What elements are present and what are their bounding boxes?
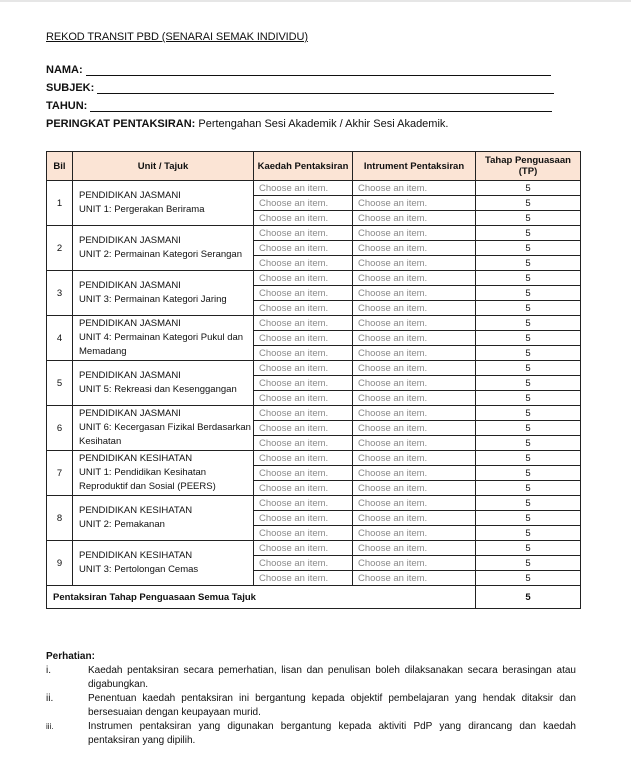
subjek-label: SUBJEK: bbox=[46, 82, 95, 94]
instrument-dropdown[interactable]: Choose an item. bbox=[353, 301, 476, 316]
tp-value: 5 bbox=[476, 406, 581, 421]
assessment-level-value: Pertengahan Sesi Akademik / Akhir Sesi Akademik. bbox=[195, 118, 449, 130]
kaedah-dropdown[interactable]: Choose an item. bbox=[254, 511, 353, 526]
kaedah-dropdown[interactable]: Choose an item. bbox=[254, 421, 353, 436]
unit-title: UNIT 2: Permainan Kategori Serangan bbox=[79, 249, 242, 260]
document-title: REKOD TRANSIT PBD (SENARAI SEMAK INDIVIDU) bbox=[46, 31, 308, 43]
table-body bbox=[47, 181, 581, 586]
instrument-dropdown[interactable]: Choose an item. bbox=[353, 541, 476, 556]
kaedah-dropdown[interactable]: Choose an item. bbox=[254, 286, 353, 301]
footer-tp-value: 5 bbox=[476, 586, 581, 609]
instrument-dropdown[interactable]: Choose an item. bbox=[353, 196, 476, 211]
instrument-dropdown[interactable]: Choose an item. bbox=[353, 376, 476, 391]
unit-cell bbox=[73, 496, 254, 541]
tp-value: 5 bbox=[476, 271, 581, 286]
instrument-dropdown[interactable]: Choose an item. bbox=[353, 496, 476, 511]
subject-name: PENDIDIKAN KESIHATAN bbox=[79, 550, 193, 561]
kaedah-dropdown[interactable]: Choose an item. bbox=[254, 301, 353, 316]
unit-title: UNIT 2: Pemakanan bbox=[79, 519, 165, 530]
instrument-dropdown[interactable]: Choose an item. bbox=[353, 571, 476, 586]
notes-heading: Perhatian: bbox=[46, 651, 95, 662]
checklist-table bbox=[46, 151, 581, 609]
footer-label: Pentaksiran Tahap Penguasaan Semua Tajuk bbox=[47, 586, 476, 609]
subject-name: PENDIDIKAN KESIHATAN bbox=[79, 505, 193, 516]
note-item bbox=[46, 720, 576, 748]
kaedah-dropdown[interactable]: Choose an item. bbox=[254, 241, 353, 256]
unit-cell bbox=[73, 181, 254, 226]
subject-name: PENDIDIKAN JASMANI bbox=[79, 280, 181, 291]
tp-value: 5 bbox=[476, 556, 581, 571]
assessment-level-label: PERINGKAT PENTAKSIRAN: bbox=[46, 118, 196, 130]
tahun-field bbox=[46, 100, 552, 112]
note-item bbox=[46, 692, 576, 720]
note-text: Instrumen pentaksiran yang digunakan bergantung kepada aktiviti PdP yang dirancang dan kaedah pentaksiran yang dipilih. bbox=[88, 721, 576, 746]
instrument-dropdown[interactable]: Choose an item. bbox=[353, 511, 476, 526]
instrument-dropdown[interactable]: Choose an item. bbox=[353, 241, 476, 256]
kaedah-dropdown[interactable]: Choose an item. bbox=[254, 466, 353, 481]
kaedah-dropdown[interactable]: Choose an item. bbox=[254, 361, 353, 376]
row-number: 1 bbox=[47, 181, 73, 226]
tp-value: 5 bbox=[476, 466, 581, 481]
instrument-dropdown[interactable]: Choose an item. bbox=[353, 451, 476, 466]
header-bil: Bil bbox=[47, 152, 73, 181]
instrument-dropdown[interactable]: Choose an item. bbox=[353, 331, 476, 346]
kaedah-dropdown[interactable]: Choose an item. bbox=[254, 256, 353, 271]
header-unit: Unit / Tajuk bbox=[73, 152, 254, 181]
instrument-dropdown[interactable]: Choose an item. bbox=[353, 466, 476, 481]
subject-name: PENDIDIKAN JASMANI bbox=[79, 370, 181, 381]
tp-value: 5 bbox=[476, 391, 581, 406]
header-instrument: Intrument Pentaksiran bbox=[353, 152, 476, 181]
table-header-row bbox=[47, 152, 581, 181]
tp-value: 5 bbox=[476, 226, 581, 241]
unit-cell bbox=[73, 316, 254, 361]
instrument-dropdown[interactable]: Choose an item. bbox=[353, 271, 476, 286]
instrument-dropdown[interactable]: Choose an item. bbox=[353, 436, 476, 451]
page-top-edge bbox=[0, 0, 631, 2]
unit-cell bbox=[73, 361, 254, 406]
instrument-dropdown[interactable]: Choose an item. bbox=[353, 211, 476, 226]
instrument-dropdown[interactable]: Choose an item. bbox=[353, 556, 476, 571]
row-number: 3 bbox=[47, 271, 73, 316]
subjek-field bbox=[46, 82, 554, 94]
tp-value: 5 bbox=[476, 436, 581, 451]
assessment-level bbox=[46, 118, 448, 130]
instrument-dropdown[interactable]: Choose an item. bbox=[353, 226, 476, 241]
kaedah-dropdown[interactable]: Choose an item. bbox=[254, 541, 353, 556]
kaedah-dropdown[interactable]: Choose an item. bbox=[254, 226, 353, 241]
note-number: iii. bbox=[46, 722, 54, 731]
nama-field bbox=[46, 64, 551, 76]
kaedah-dropdown[interactable]: Choose an item. bbox=[254, 316, 353, 331]
instrument-dropdown[interactable]: Choose an item. bbox=[353, 391, 476, 406]
instrument-dropdown[interactable]: Choose an item. bbox=[353, 316, 476, 331]
row-number: 8 bbox=[47, 496, 73, 541]
kaedah-dropdown[interactable]: Choose an item. bbox=[254, 211, 353, 226]
tp-value: 5 bbox=[476, 451, 581, 466]
subject-name: PENDIDIKAN JASMANI bbox=[79, 318, 181, 329]
notes-section bbox=[46, 650, 576, 748]
note-number: ii. bbox=[46, 693, 54, 704]
row-number: 7 bbox=[47, 451, 73, 496]
unit-title: UNIT 5: Rekreasi dan Kesenggangan bbox=[79, 384, 237, 395]
kaedah-dropdown[interactable]: Choose an item. bbox=[254, 406, 353, 421]
instrument-dropdown[interactable]: Choose an item. bbox=[353, 361, 476, 376]
instrument-dropdown[interactable]: Choose an item. bbox=[353, 286, 476, 301]
unit-cell bbox=[73, 541, 254, 586]
unit-cell bbox=[73, 406, 254, 451]
tp-value: 5 bbox=[476, 571, 581, 586]
tp-value: 5 bbox=[476, 361, 581, 376]
tp-value: 5 bbox=[476, 541, 581, 556]
tp-value: 5 bbox=[476, 331, 581, 346]
subjek-input-line[interactable] bbox=[97, 82, 554, 94]
tp-value: 5 bbox=[476, 181, 581, 196]
unit-cell bbox=[73, 451, 254, 496]
tp-value: 5 bbox=[476, 496, 581, 511]
instrument-dropdown[interactable]: Choose an item. bbox=[353, 526, 476, 541]
row-number: 5 bbox=[47, 361, 73, 406]
row-number: 6 bbox=[47, 406, 73, 451]
table-row bbox=[47, 541, 581, 556]
instrument-dropdown[interactable]: Choose an item. bbox=[353, 346, 476, 361]
tp-value: 5 bbox=[476, 346, 581, 361]
tp-value: 5 bbox=[476, 511, 581, 526]
row-number: 9 bbox=[47, 541, 73, 586]
tp-value: 5 bbox=[476, 376, 581, 391]
note-text: Penentuan kaedah pentaksiran ini bergantung kepada objektif pembelajaran yang hendak ditaksir dan bersesuaian dengan keupayaan murid. bbox=[88, 693, 576, 718]
subject-name: PENDIDIKAN JASMANI bbox=[79, 235, 181, 246]
unit-cell bbox=[73, 271, 254, 316]
table-row bbox=[47, 181, 581, 196]
kaedah-dropdown[interactable]: Choose an item. bbox=[254, 556, 353, 571]
tp-value: 5 bbox=[476, 196, 581, 211]
kaedah-dropdown[interactable]: Choose an item. bbox=[254, 451, 353, 466]
tp-value: 5 bbox=[476, 241, 581, 256]
unit-title: UNIT 1: Pergerakan Berirama bbox=[79, 204, 205, 215]
row-number: 4 bbox=[47, 316, 73, 361]
kaedah-dropdown[interactable]: Choose an item. bbox=[254, 376, 353, 391]
tp-value: 5 bbox=[476, 301, 581, 316]
kaedah-dropdown[interactable]: Choose an item. bbox=[254, 436, 353, 451]
note-item bbox=[46, 664, 576, 692]
instrument-dropdown[interactable]: Choose an item. bbox=[353, 256, 476, 271]
table-row bbox=[47, 271, 581, 286]
unit-title: UNIT 4: Permainan Kategori Pukul dan Memadang bbox=[79, 332, 244, 357]
tahun-label: TAHUN: bbox=[46, 100, 88, 112]
kaedah-dropdown[interactable]: Choose an item. bbox=[254, 391, 353, 406]
tp-value: 5 bbox=[476, 421, 581, 436]
tp-value: 5 bbox=[476, 211, 581, 226]
table-row bbox=[47, 451, 581, 466]
kaedah-dropdown[interactable]: Choose an item. bbox=[254, 196, 353, 211]
table-row bbox=[47, 226, 581, 241]
tp-value: 5 bbox=[476, 481, 581, 496]
kaedah-dropdown[interactable]: Choose an item. bbox=[254, 331, 353, 346]
kaedah-dropdown[interactable]: Choose an item. bbox=[254, 571, 353, 586]
tp-value: 5 bbox=[476, 316, 581, 331]
note-number: i. bbox=[46, 665, 51, 676]
nama-input-line[interactable] bbox=[86, 64, 551, 76]
tahun-input-line[interactable] bbox=[90, 100, 552, 112]
kaedah-dropdown[interactable]: Choose an item. bbox=[254, 496, 353, 511]
note-text: Kaedah pentaksiran secara pemerhatian, lisan dan penulisan boleh dilaksanakan secara berasingan atau digabungkan. bbox=[88, 665, 576, 690]
tp-value: 5 bbox=[476, 256, 581, 271]
unit-title: UNIT 3: Pertolongan Cemas bbox=[79, 564, 199, 575]
subject-name: PENDIDIKAN JASMANI bbox=[79, 408, 181, 419]
instrument-dropdown[interactable]: Choose an item. bbox=[353, 181, 476, 196]
subject-name: PENDIDIKAN KESIHATAN bbox=[79, 453, 193, 464]
row-number: 2 bbox=[47, 226, 73, 271]
header-kaedah: Kaedah Pentaksiran bbox=[254, 152, 353, 181]
table-row bbox=[47, 316, 581, 331]
table-row bbox=[47, 406, 581, 421]
instrument-dropdown[interactable]: Choose an item. bbox=[353, 421, 476, 436]
kaedah-dropdown[interactable]: Choose an item. bbox=[254, 271, 353, 286]
nama-label: NAMA: bbox=[46, 64, 83, 76]
kaedah-dropdown[interactable]: Choose an item. bbox=[254, 346, 353, 361]
instrument-dropdown[interactable]: Choose an item. bbox=[353, 406, 476, 421]
header-tp: Tahap Penguasaan (TP) bbox=[476, 152, 581, 181]
unit-title: UNIT 1: Pendidikan Kesihatan Reproduktif dan Sosial (PEERS) bbox=[79, 467, 216, 492]
subject-name: PENDIDIKAN JASMANI bbox=[79, 190, 181, 201]
instrument-dropdown[interactable]: Choose an item. bbox=[353, 481, 476, 496]
unit-title: UNIT 3: Permainan Kategori Jaring bbox=[79, 294, 227, 305]
kaedah-dropdown[interactable]: Choose an item. bbox=[254, 526, 353, 541]
tp-value: 5 bbox=[476, 526, 581, 541]
unit-cell bbox=[73, 226, 254, 271]
table-row bbox=[47, 361, 581, 376]
table-row bbox=[47, 496, 581, 511]
table-footer-row bbox=[47, 586, 581, 609]
kaedah-dropdown[interactable]: Choose an item. bbox=[254, 181, 353, 196]
unit-title: UNIT 6: Kecergasan Fizikal Berdasarkan Kesihatan bbox=[79, 422, 251, 447]
kaedah-dropdown[interactable]: Choose an item. bbox=[254, 481, 353, 496]
tp-value: 5 bbox=[476, 286, 581, 301]
